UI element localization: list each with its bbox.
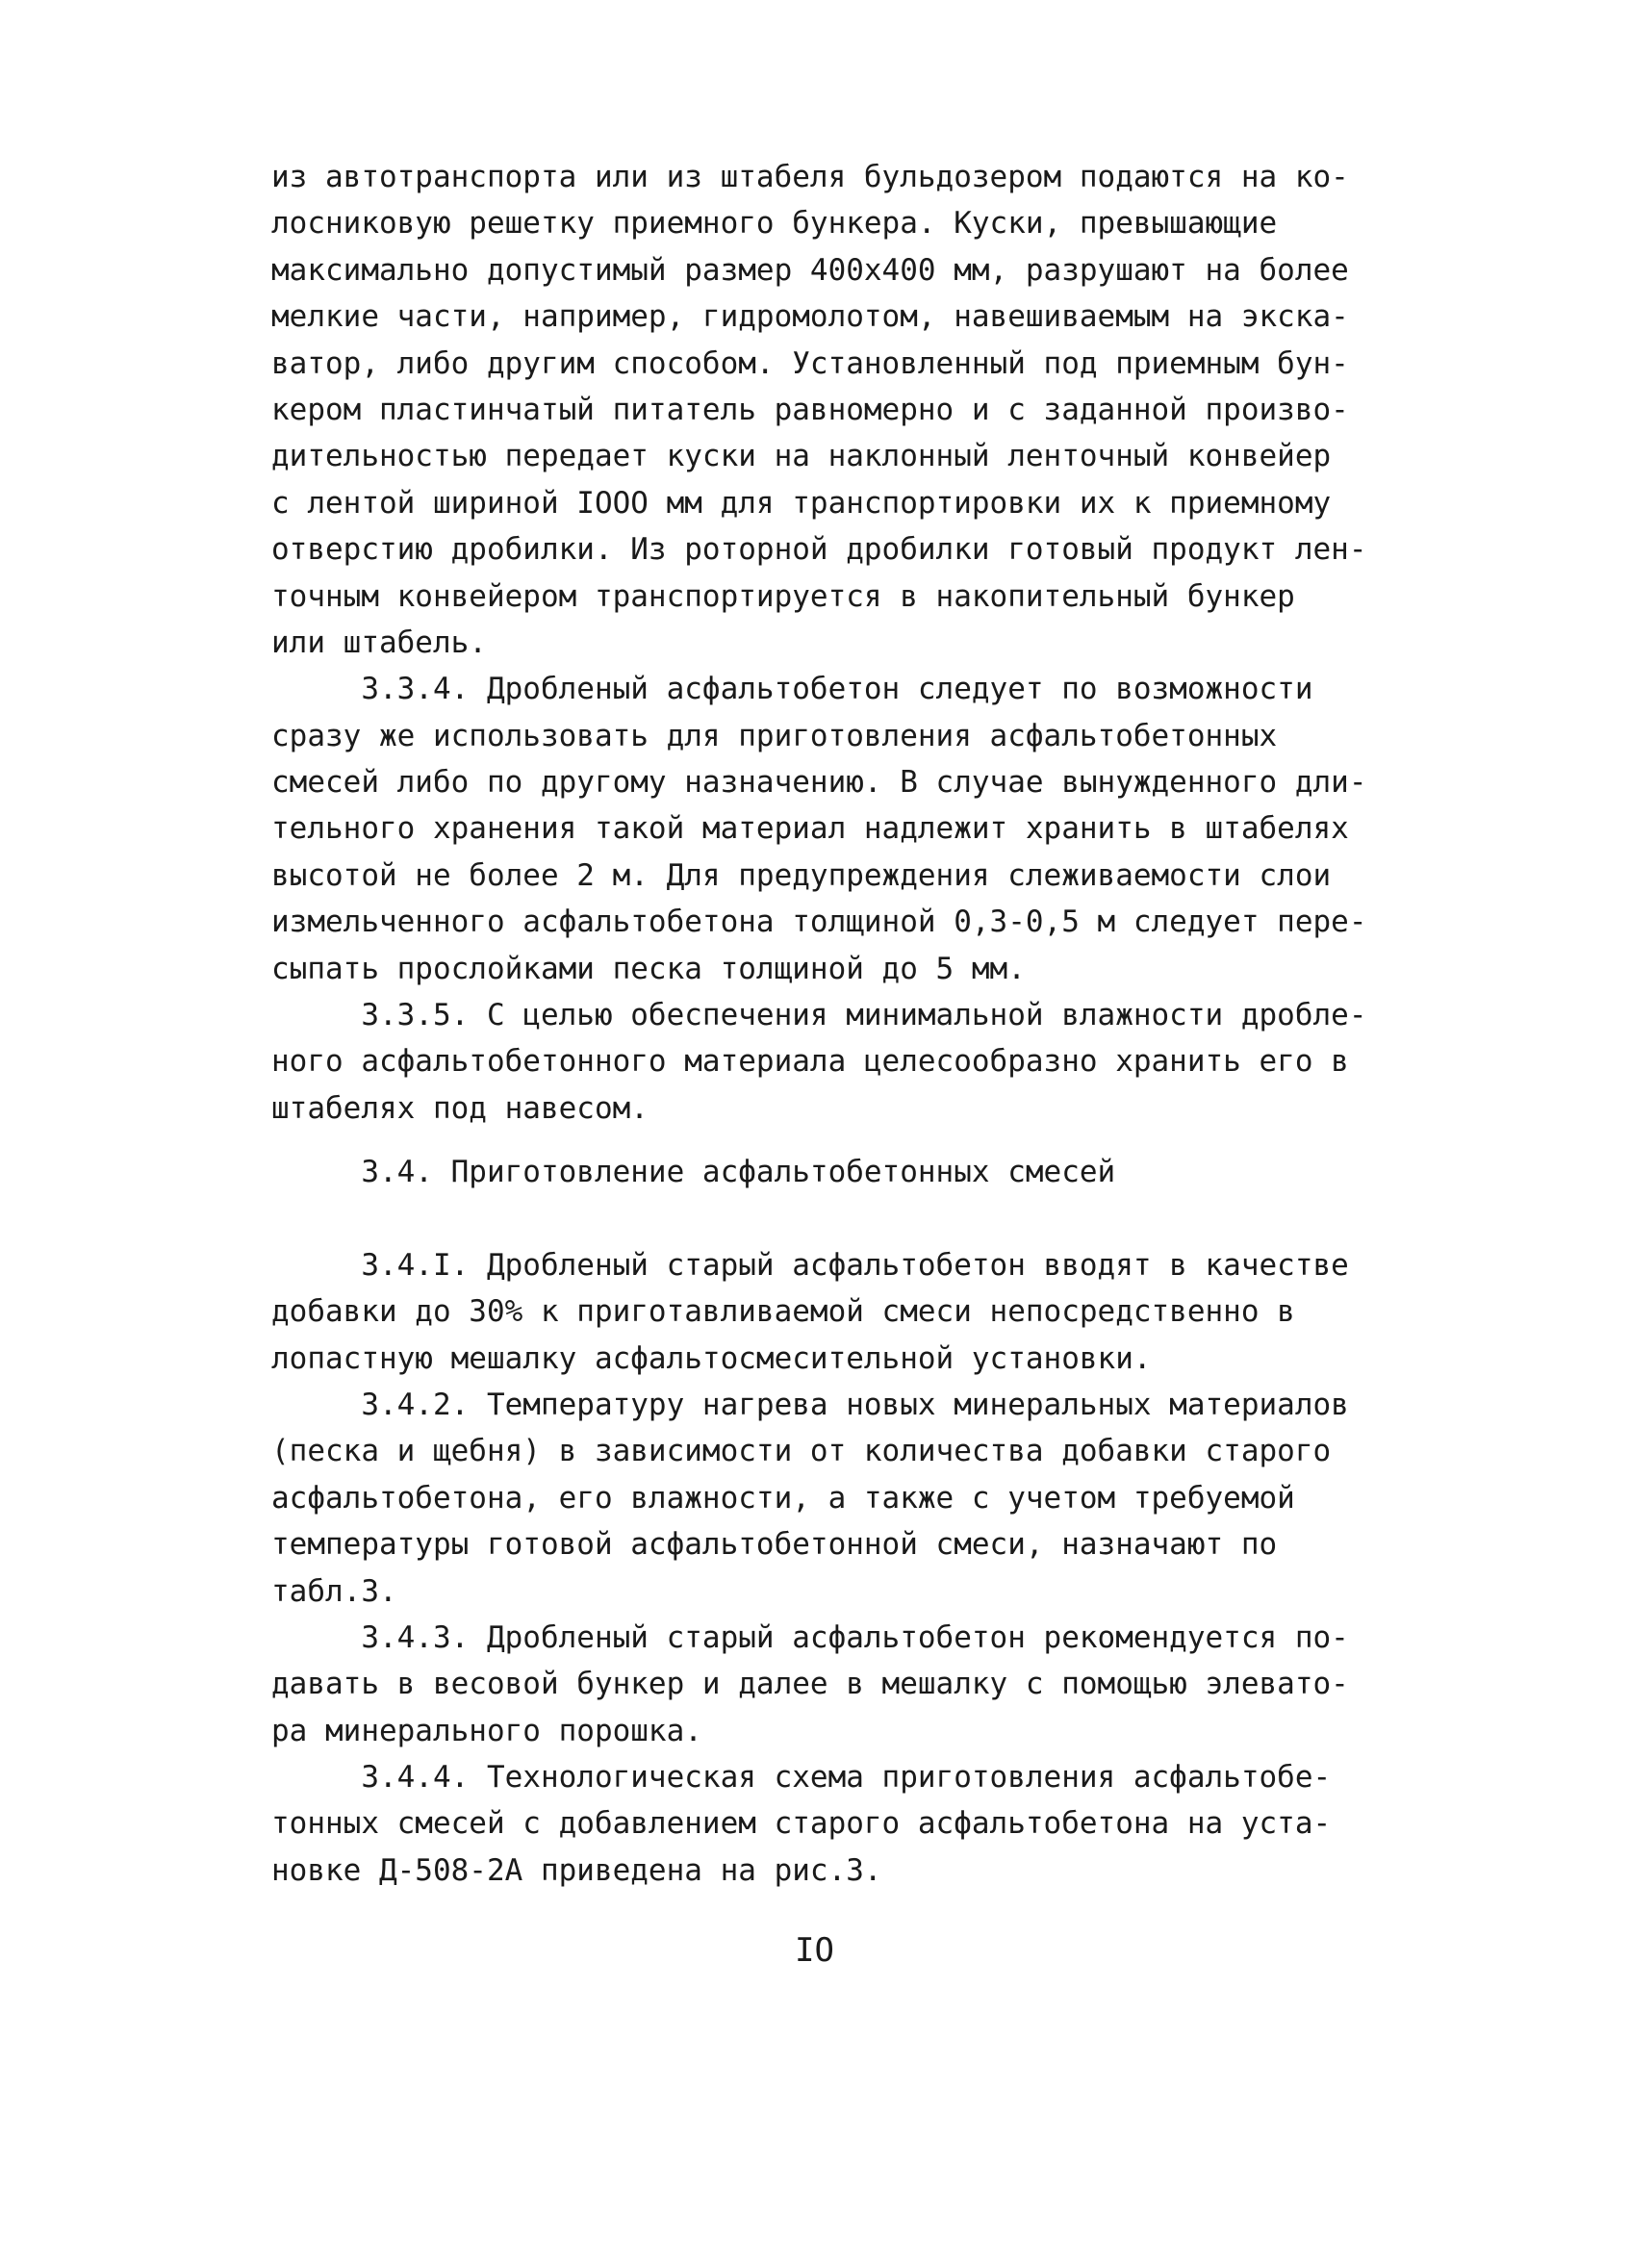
section-line: ра минерального порошка. (271, 1713, 702, 1748)
paragraph-line: тельного хранения такой материал надлежит хранить в штабелях (271, 811, 1349, 847)
paragraph-line: дительностью передает куски на наклонный ленточный конвейер (271, 439, 1332, 474)
section-line: тонных смесей с добавлением старого асфальтобетона на уста- (271, 1806, 1332, 1842)
section-line: 3.4.I. Дробленый старый асфальтобетон вводят в качестве (271, 1247, 1349, 1283)
paragraph-line: отверстию дробилки. Из роторной дробилки готовый продукт лен- (271, 532, 1367, 568)
paragraph-line: сыпать прослойками песка толщиной до 5 мм. (271, 951, 1026, 986)
section-line: асфальтобетона, его влажности, а также с учетом требуемой (271, 1480, 1295, 1516)
section-line: новке Д-508-2А приведена на рис.3. (271, 1852, 882, 1888)
paragraph-line: ного асфальтобетонного материала целесообразно хранить его в (271, 1044, 1349, 1080)
paragraph-line: смесей либо по другому назначению. В случае вынужденного дли- (271, 765, 1367, 801)
paragraph-line: 3.3.5. С целью обеспечения минимальной влажности дробле- (271, 998, 1367, 1033)
section-line: лопастную мешалку асфальтосмесительной установки. (271, 1340, 1152, 1376)
section-line: 3.4.2. Температуру нагрева новых минеральных материалов (271, 1387, 1349, 1422)
paragraph-line: или штабель. (271, 624, 487, 660)
paragraph-line: мелкие части, например, гидромолотом, навешиваемым на экска- (271, 299, 1349, 335)
text-block-lower (271, 1149, 1416, 1894)
paragraph-line: лосниковую решетку приемного бункера. Куски, превышающие (271, 206, 1278, 242)
paragraph-line: точным конвейером транспортируется в накопительный бункер (271, 578, 1295, 614)
paragraph-line: максимально допустимый размер 400х400 мм, разрушают на более (271, 252, 1349, 288)
section-line: 3.4. Приготовление асфальтобетонных смесей (271, 1155, 1116, 1189)
section-line: 3.4.4. Технологическая схема приготовления асфальтобе- (271, 1760, 1332, 1796)
paragraph-line: с лентой шириной IOOO мм для транспортировки их к приемному (271, 485, 1332, 521)
paragraph-line: высотой не более 2 м. Для предупреждения слеживаемости слои (271, 857, 1332, 893)
paragraph-line: штабелях под навесом. (271, 1090, 649, 1126)
section-line (271, 1195, 1416, 1241)
section-line: добавки до 30% к приготавливаемой смеси непосредственно в (271, 1294, 1295, 1330)
paragraph-line: сразу же использовать для приготовления асфальтобетонных (271, 718, 1278, 753)
section-line: 3.4.3. Дробленый старый асфальтобетон рекомендуется по- (271, 1619, 1349, 1655)
paragraph-line: ватор, либо другим способом. Установленный под приемным бун- (271, 345, 1349, 381)
section-line: температуры готовой асфальтобетонной смеси, назначают по (271, 1527, 1278, 1563)
paragraph-line: из автотранспорта или из штабеля бульдозером подаются на ко- (271, 160, 1349, 194)
section-line: давать в весовой бункер и далее в мешалку с помощью элевато- (271, 1667, 1349, 1702)
paragraph-line: измельченного асфальтобетона толщиной 0,3-0,5 м следует пере- (271, 905, 1367, 940)
text-block-upper (271, 154, 1416, 1132)
section-line: (песка и щебня) в зависимости от количества добавки старого (271, 1434, 1332, 1469)
page-number: IO (795, 1931, 834, 1970)
section-line: табл.3. (271, 1573, 397, 1609)
paragraph-line: кером пластинчатый питатель равномерно и с заданной произво- (271, 392, 1349, 427)
paragraph-line: 3.3.4. Дробленый асфальтобетон следует по возможности (271, 672, 1313, 707)
